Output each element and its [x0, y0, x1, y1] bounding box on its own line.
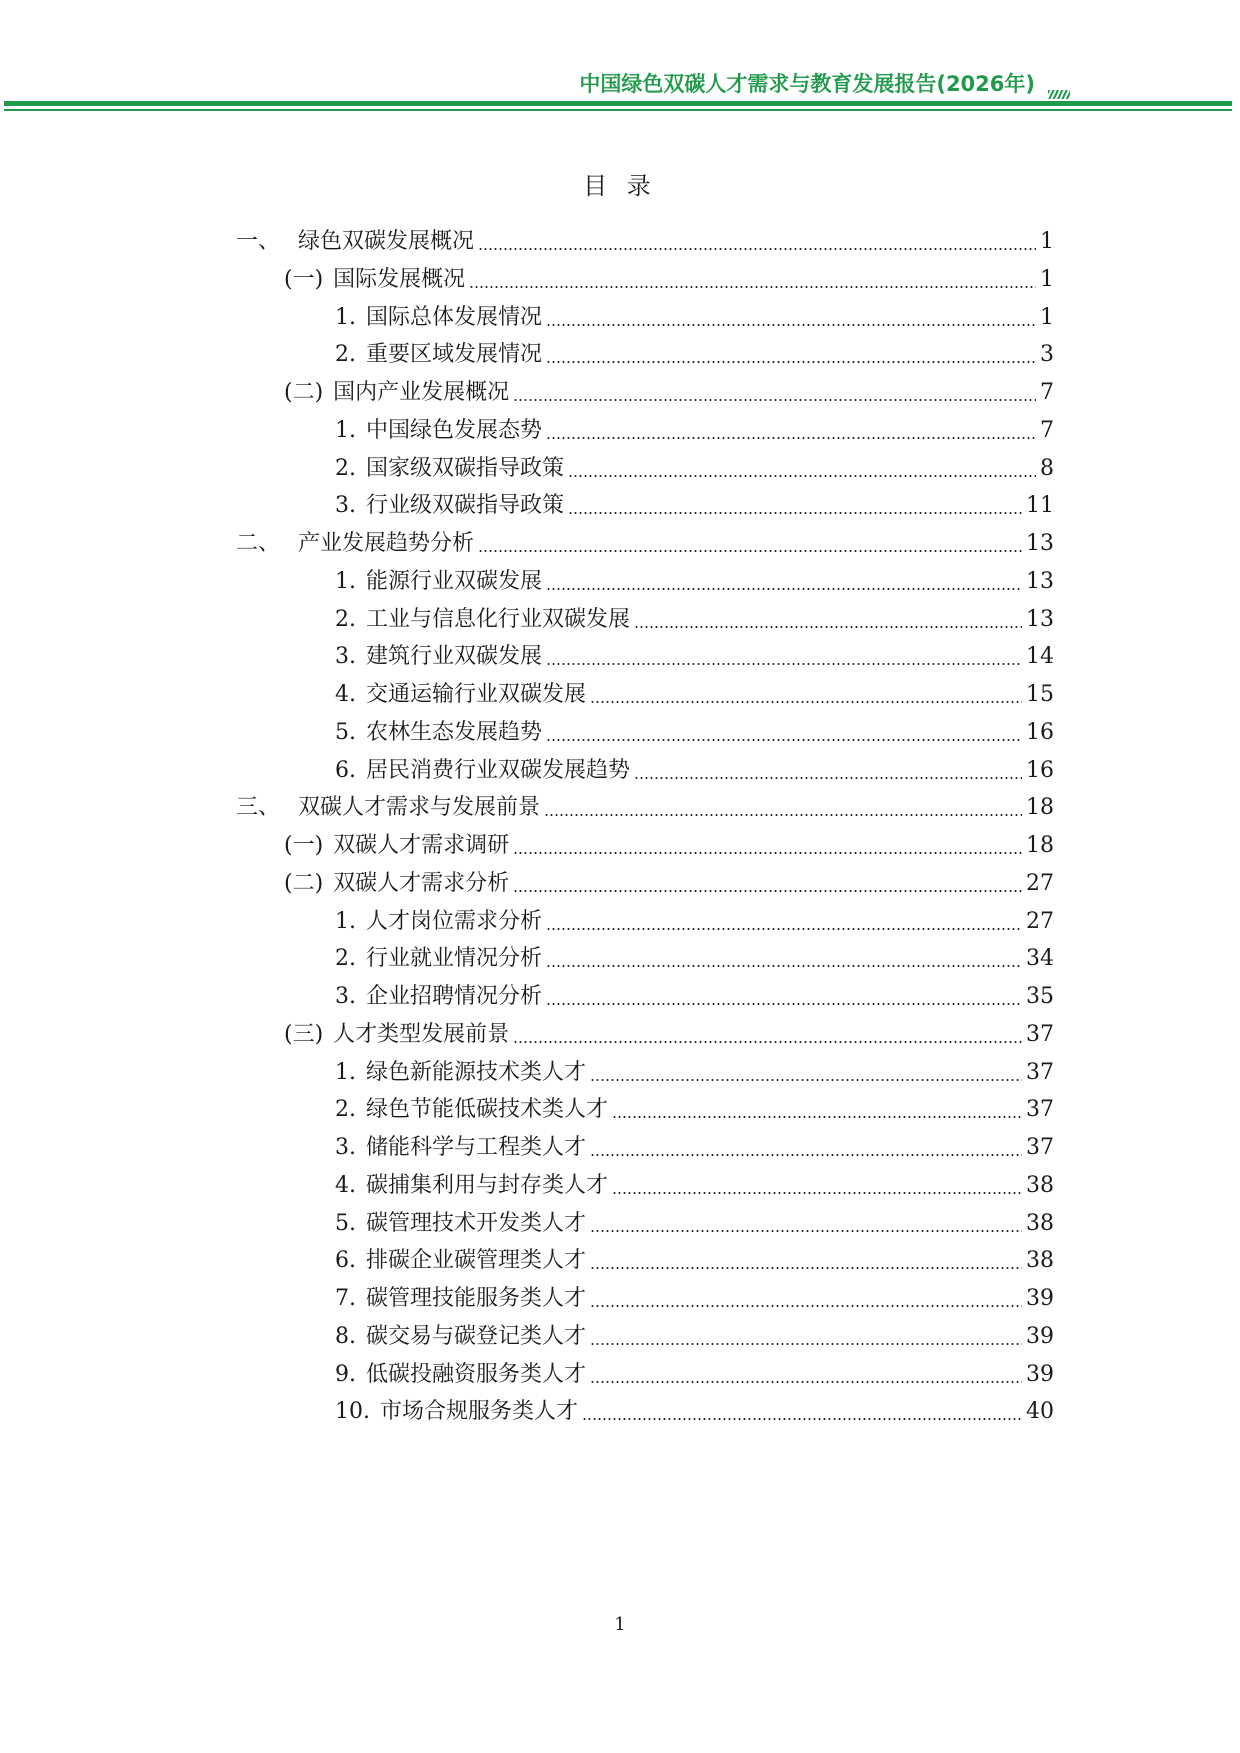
toc-entry-number: 1. — [335, 417, 356, 443]
toc-entry-number: (二) — [284, 870, 324, 896]
toc-dot-leader — [582, 1418, 1022, 1420]
toc-entry-page: 15 — [1026, 682, 1054, 707]
toc-entry[interactable] — [236, 216, 1054, 256]
toc-entry-page: 38 — [1026, 1210, 1054, 1236]
toc-dot-leader — [546, 1003, 1022, 1005]
toc-dot-leader — [612, 1116, 1022, 1118]
toc-entry-label: 碳管理技能服务类人才 — [366, 1286, 587, 1311]
toc-entry-page: 16 — [1026, 719, 1054, 745]
toc-entry-page: 16 — [1026, 757, 1054, 783]
toc-entry-label: 低碳投融资服务类人才 — [366, 1361, 587, 1387]
toc-entry-page: 27 — [1026, 908, 1054, 934]
toc-entry-label: 行业级双碳指导政策 — [366, 493, 565, 519]
toc-entry[interactable] — [335, 443, 1054, 483]
toc-entry-number: 10. — [335, 1399, 370, 1425]
toc-dot-leader — [544, 814, 1022, 816]
toc-entry-page: 13 — [1026, 531, 1054, 556]
toc-dot-leader — [513, 890, 1022, 892]
toc-dot-leader — [590, 1230, 1022, 1232]
toc-dot-leader — [590, 1267, 1022, 1269]
toc-entry-page: 1 — [1040, 266, 1054, 292]
toc-entry-label: 绿色新能源技术类人才 — [366, 1059, 587, 1085]
toc-entry-page: 38 — [1026, 1248, 1054, 1274]
toc-entry-page: 39 — [1026, 1286, 1054, 1311]
header-hatch-decoration — [1048, 90, 1070, 99]
toc-entry-label: 国内产业发展概况 — [333, 380, 510, 405]
toc-entry-number: (一) — [284, 833, 324, 858]
toc-dot-leader — [568, 475, 1036, 477]
toc-entry-label: 交通运输行业双碳发展 — [366, 682, 587, 707]
toc-entry-page: 18 — [1026, 795, 1054, 821]
toc-entry[interactable] — [335, 594, 1054, 634]
toc-entry-label: 重要区域发展情况 — [366, 342, 543, 368]
toc-entry-label: 排碳企业碳管理类人才 — [366, 1248, 587, 1274]
toc-entry-page: 14 — [1026, 644, 1054, 670]
toc-entry-label: 人才类型发展前景 — [333, 1021, 510, 1047]
toc-dot-leader — [612, 1192, 1022, 1194]
toc-entry-page: 39 — [1026, 1361, 1054, 1387]
toc-entry[interactable] — [335, 1235, 1054, 1275]
toc-dot-leader — [546, 965, 1022, 967]
toc-entry-page: 7 — [1040, 417, 1054, 443]
toc-dot-leader — [546, 324, 1036, 326]
toc-entry[interactable] — [236, 518, 1054, 558]
toc-entry[interactable] — [284, 820, 1054, 860]
toc-entry-label: 能源行业双碳发展 — [366, 568, 543, 594]
toc-entry[interactable] — [335, 1160, 1054, 1200]
toc-entry[interactable] — [335, 292, 1054, 332]
toc-entry-label: 国际发展概况 — [333, 266, 466, 292]
toc-dot-leader — [513, 399, 1036, 401]
toc-entry-label: 国际总体发展情况 — [366, 304, 543, 330]
toc-entry-page: 37 — [1026, 1135, 1054, 1160]
toc-entry-page: 1 — [1040, 304, 1054, 330]
toc-entry-label: 双碳人才需求分析 — [333, 870, 510, 896]
toc-entry[interactable] — [335, 707, 1054, 747]
toc-entry[interactable] — [335, 1122, 1054, 1162]
toc-entry[interactable] — [335, 1198, 1054, 1238]
toc-entry-label: 市场合规服务类人才 — [380, 1399, 579, 1425]
toc-dot-leader — [590, 1079, 1022, 1081]
toc-entry[interactable] — [335, 556, 1054, 596]
toc-entry-number: 4. — [335, 682, 356, 707]
toc-dot-leader — [513, 852, 1022, 854]
toc-entry[interactable] — [284, 367, 1054, 407]
toc-entry[interactable] — [335, 971, 1054, 1011]
toc-entry-label: 储能科学与工程类人才 — [366, 1135, 587, 1160]
toc-entry-number: 2. — [335, 455, 356, 481]
toc-entry-number: 2. — [335, 342, 356, 368]
toc-entry-number: 6. — [335, 1248, 356, 1274]
toc-entry-page: 8 — [1040, 455, 1054, 481]
toc-entry-page: 1 — [1040, 229, 1054, 254]
toc-entry[interactable] — [335, 1047, 1054, 1087]
toc-entry-number: 2. — [335, 1097, 356, 1123]
toc-entry[interactable] — [335, 1311, 1054, 1351]
toc-entry-page: 34 — [1026, 946, 1054, 972]
page-number: 1 — [614, 1614, 626, 1635]
toc-entry-number: (一) — [284, 266, 324, 292]
toc-entry-label: 绿色节能低碳技术类人才 — [366, 1097, 609, 1123]
toc-entry-number: 1. — [335, 908, 356, 934]
toc-entry[interactable] — [284, 858, 1054, 898]
toc-entry-page: 13 — [1026, 606, 1054, 632]
toc-dot-leader — [590, 1305, 1022, 1307]
report-header-title: 中国绿色双碳人才需求与教育发展报告(2026年) — [579, 72, 1035, 96]
toc-dot-leader — [590, 1343, 1022, 1345]
toc-entry-number: 2. — [335, 606, 356, 632]
toc-entry-page: 3 — [1040, 342, 1054, 368]
header-rule-thin — [4, 109, 1232, 111]
toc-entry[interactable] — [284, 1009, 1054, 1049]
toc-entry-number: 3. — [335, 1135, 356, 1160]
toc-entry-label: 行业就业情况分析 — [366, 946, 543, 972]
toc-entry-number: 二、 — [236, 531, 281, 556]
toc-dot-leader — [590, 1154, 1022, 1156]
toc-entry[interactable] — [335, 1084, 1054, 1124]
toc-entry-label: 农林生态发展趋势 — [366, 719, 543, 745]
toc-dot-leader — [546, 739, 1022, 741]
toc-dot-leader — [634, 777, 1022, 779]
toc-entry-number: 3. — [335, 984, 356, 1009]
toc-entry[interactable] — [335, 480, 1054, 520]
toc-dot-leader — [546, 928, 1022, 930]
toc-dot-leader — [478, 550, 1022, 552]
toc-entry-page: 37 — [1026, 1097, 1054, 1123]
toc-entry-page: 40 — [1026, 1399, 1054, 1425]
toc-entry-page: 38 — [1026, 1172, 1054, 1198]
toc-entry-page: 7 — [1040, 380, 1054, 405]
toc-dot-leader — [469, 286, 1036, 288]
toc-entry-number: (三) — [284, 1021, 324, 1047]
toc-entry-label: 工业与信息化行业双碳发展 — [366, 606, 631, 632]
toc-dot-leader — [546, 437, 1036, 439]
header-rule-thick — [4, 101, 1232, 106]
toc-entry-label: 产业发展趋势分析 — [298, 531, 475, 556]
toc-entry-page: 13 — [1026, 568, 1054, 594]
toc-entry-number: 2. — [335, 946, 356, 972]
toc-entry[interactable] — [335, 1349, 1054, 1389]
toc-entry-number: 5. — [335, 719, 356, 745]
toc-entry-number: 3. — [335, 644, 356, 670]
toc-entry-page: 11 — [1026, 493, 1054, 519]
toc-entry-number: 1. — [335, 1059, 356, 1085]
toc-dot-leader — [546, 588, 1022, 590]
toc-entry-label: 国家级双碳指导政策 — [366, 455, 565, 481]
toc-entry[interactable] — [335, 1386, 1054, 1426]
toc-entry-number: 1. — [335, 568, 356, 594]
toc-entry-label: 双碳人才需求调研 — [333, 833, 510, 858]
toc-entry-number: 三、 — [236, 795, 281, 821]
toc-entry-label: 绿色双碳发展概况 — [298, 229, 475, 254]
toc-entry[interactable] — [335, 933, 1054, 973]
toc-entry-label: 双碳人才需求与发展前景 — [298, 795, 541, 821]
toc-entry-label: 居民消费行业双碳发展趋势 — [366, 757, 631, 783]
toc-entry-label: 中国绿色发展态势 — [366, 417, 543, 443]
toc-entry-page: 37 — [1026, 1021, 1054, 1047]
toc-entry[interactable] — [236, 782, 1054, 822]
toc-entry-number: 9. — [335, 1361, 356, 1387]
toc-entry[interactable] — [335, 405, 1054, 445]
toc-entry[interactable] — [335, 631, 1054, 671]
toc-entry[interactable] — [335, 329, 1054, 369]
toc-entry-number: 一、 — [236, 229, 281, 254]
toc-dot-leader — [568, 512, 1022, 514]
toc-entry[interactable] — [335, 1273, 1054, 1313]
toc-entry-number: (二) — [284, 380, 324, 405]
toc-entry[interactable] — [335, 745, 1054, 785]
toc-dot-leader — [634, 626, 1022, 628]
toc-dot-leader — [546, 663, 1022, 665]
toc-entry-page: 35 — [1026, 984, 1054, 1009]
toc-entry-number: 3. — [335, 493, 356, 519]
toc-entry-number: 5. — [335, 1210, 356, 1236]
toc-dot-leader — [478, 248, 1036, 250]
toc-entry-label: 碳交易与碳登记类人才 — [366, 1323, 587, 1349]
toc-dot-leader — [590, 1381, 1022, 1383]
toc-entry-page: 27 — [1026, 870, 1054, 896]
toc-entry[interactable] — [284, 254, 1054, 294]
toc-entry-label: 建筑行业双碳发展 — [366, 644, 543, 670]
toc-heading: 目 录 — [583, 172, 657, 200]
toc-entry[interactable] — [335, 669, 1054, 709]
toc-entry-label: 碳捕集利用与封存类人才 — [366, 1172, 609, 1198]
toc-entry-number: 6. — [335, 757, 356, 783]
toc-entry-page: 39 — [1026, 1323, 1054, 1349]
toc-entry-page: 18 — [1026, 833, 1054, 858]
toc-dot-leader — [513, 1041, 1022, 1043]
toc-entry-number: 4. — [335, 1172, 356, 1198]
toc-entry-label: 碳管理技术开发类人才 — [366, 1210, 587, 1236]
toc-entry-label: 企业招聘情况分析 — [366, 984, 543, 1009]
toc-dot-leader — [546, 361, 1036, 363]
toc-entry-page: 37 — [1026, 1059, 1054, 1085]
toc-entry-label: 人才岗位需求分析 — [366, 908, 543, 934]
toc-entry-number: 7. — [335, 1286, 356, 1311]
toc-dot-leader — [590, 701, 1022, 703]
toc-entry-number: 8. — [335, 1323, 356, 1349]
toc-entry-number: 1. — [335, 304, 356, 330]
toc-entry[interactable] — [335, 896, 1054, 936]
